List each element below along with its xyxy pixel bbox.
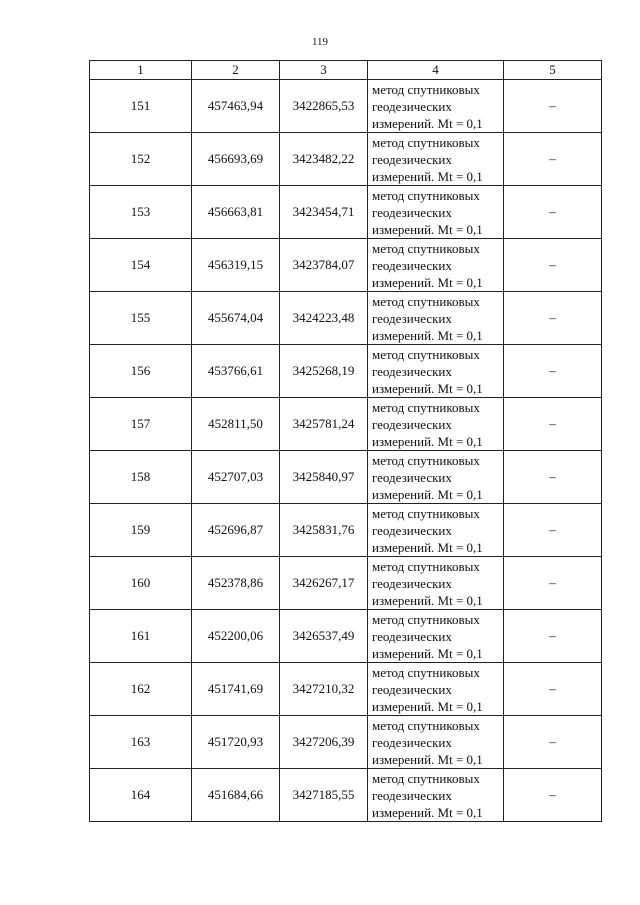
- table-row: [90, 133, 602, 186]
- method-line: геодезических: [372, 363, 452, 379]
- note-cell: –: [504, 133, 602, 186]
- x-coordinate-cell: 451741,69: [192, 663, 280, 716]
- x-coordinate-cell: 452811,50: [192, 398, 280, 451]
- x-coordinate-cell: 456319,15: [192, 239, 280, 292]
- method-line: измерений. Mt = 0,1: [372, 168, 483, 184]
- method-line: метод спутниковых: [372, 293, 480, 309]
- method-line: измерений. Mt = 0,1: [372, 486, 483, 502]
- point-number-cell: 162: [90, 663, 192, 716]
- note-cell: –: [504, 345, 602, 398]
- method-line: метод спутниковых: [372, 664, 480, 680]
- method-line: геодезических: [372, 469, 452, 485]
- method-line: измерений. Mt = 0,1: [372, 221, 483, 237]
- page-number: 119: [311, 36, 329, 48]
- method-line: метод спутниковых: [372, 770, 480, 786]
- note-cell: –: [504, 186, 602, 239]
- table-row: [90, 663, 602, 716]
- method-line: измерений. Mt = 0,1: [372, 274, 483, 290]
- x-coordinate-cell: 456663,81: [192, 186, 280, 239]
- y-coordinate-cell: 3425831,76: [280, 504, 368, 557]
- method-line: метод спутниковых: [372, 505, 480, 521]
- method-line: геодезических: [372, 734, 452, 750]
- method-line: метод спутниковых: [372, 558, 480, 574]
- y-coordinate-cell: 3427210,32: [280, 663, 368, 716]
- method-line: метод спутниковых: [372, 611, 480, 627]
- y-coordinate-cell: 3425268,19: [280, 345, 368, 398]
- point-number-cell: 158: [90, 451, 192, 504]
- method-cell: [368, 769, 504, 822]
- table-row: [90, 451, 602, 504]
- table-row: [90, 398, 602, 451]
- header-col-5: 5: [504, 61, 602, 80]
- x-coordinate-cell: 456693,69: [192, 133, 280, 186]
- table-row: [90, 345, 602, 398]
- header-col-4: 4: [368, 61, 504, 80]
- table-row: [90, 186, 602, 239]
- method-cell: [368, 292, 504, 345]
- method-line: метод спутниковых: [372, 81, 480, 97]
- point-number-cell: 155: [90, 292, 192, 345]
- method-cell: [368, 345, 504, 398]
- note-cell: –: [504, 80, 602, 133]
- note-cell: –: [504, 610, 602, 663]
- note-cell: –: [504, 239, 602, 292]
- method-line: измерений. Mt = 0,1: [372, 539, 483, 555]
- note-cell: –: [504, 716, 602, 769]
- method-line: геодезических: [372, 522, 452, 538]
- table-row: [90, 557, 602, 610]
- header-col-2: 2: [192, 61, 280, 80]
- method-line: геодезических: [372, 151, 452, 167]
- method-line: измерений. Mt = 0,1: [372, 645, 483, 661]
- point-number-cell: 159: [90, 504, 192, 557]
- x-coordinate-cell: 453766,61: [192, 345, 280, 398]
- x-coordinate-cell: 455674,04: [192, 292, 280, 345]
- point-number-cell: 151: [90, 80, 192, 133]
- method-line: геодезических: [372, 416, 452, 432]
- x-coordinate-cell: 452696,87: [192, 504, 280, 557]
- method-line: метод спутниковых: [372, 187, 480, 203]
- table-row: [90, 716, 602, 769]
- method-line: геодезических: [372, 681, 452, 697]
- x-coordinate-cell: 452378,86: [192, 557, 280, 610]
- y-coordinate-cell: 3425840,97: [280, 451, 368, 504]
- note-cell: –: [504, 292, 602, 345]
- method-line: геодезических: [372, 310, 452, 326]
- note-cell: –: [504, 769, 602, 822]
- point-number-cell: 152: [90, 133, 192, 186]
- x-coordinate-cell: 451720,93: [192, 716, 280, 769]
- method-line: геодезических: [372, 98, 452, 114]
- method-line: измерений. Mt = 0,1: [372, 115, 483, 131]
- method-cell: [368, 239, 504, 292]
- method-cell: [368, 398, 504, 451]
- table-row: [90, 610, 602, 663]
- point-number-cell: 154: [90, 239, 192, 292]
- y-coordinate-cell: 3423454,71: [280, 186, 368, 239]
- table-body: [90, 80, 602, 822]
- y-coordinate-cell: 3427206,39: [280, 716, 368, 769]
- method-line: геодезических: [372, 628, 452, 644]
- y-coordinate-cell: 3422865,53: [280, 80, 368, 133]
- method-line: измерений. Mt = 0,1: [372, 327, 483, 343]
- coordinates-table: [89, 60, 602, 822]
- y-coordinate-cell: 3426537,49: [280, 610, 368, 663]
- x-coordinate-cell: 451684,66: [192, 769, 280, 822]
- method-line: геодезических: [372, 257, 452, 273]
- table-row: [90, 239, 602, 292]
- y-coordinate-cell: 3425781,24: [280, 398, 368, 451]
- x-coordinate-cell: 452707,03: [192, 451, 280, 504]
- method-cell: [368, 451, 504, 504]
- method-cell: [368, 716, 504, 769]
- note-cell: –: [504, 504, 602, 557]
- method-line: измерений. Mt = 0,1: [372, 592, 483, 608]
- y-coordinate-cell: 3423482,22: [280, 133, 368, 186]
- table-row: [90, 769, 602, 822]
- point-number-cell: 163: [90, 716, 192, 769]
- method-cell: [368, 663, 504, 716]
- table-row: [90, 80, 602, 133]
- point-number-cell: 161: [90, 610, 192, 663]
- point-number-cell: 156: [90, 345, 192, 398]
- method-cell: [368, 610, 504, 663]
- header-col-3: 3: [280, 61, 368, 80]
- point-number-cell: 153: [90, 186, 192, 239]
- method-line: метод спутниковых: [372, 399, 480, 415]
- method-line: измерений. Mt = 0,1: [372, 804, 483, 820]
- x-coordinate-cell: 452200,06: [192, 610, 280, 663]
- method-line: геодезических: [372, 575, 452, 591]
- method-cell: [368, 80, 504, 133]
- note-cell: –: [504, 398, 602, 451]
- y-coordinate-cell: 3427185,55: [280, 769, 368, 822]
- header-row: [90, 61, 602, 80]
- y-coordinate-cell: 3424223,48: [280, 292, 368, 345]
- method-line: метод спутниковых: [372, 452, 480, 468]
- method-cell: [368, 186, 504, 239]
- x-coordinate-cell: 457463,94: [192, 80, 280, 133]
- method-line: метод спутниковых: [372, 134, 480, 150]
- note-cell: –: [504, 557, 602, 610]
- method-line: геодезических: [372, 204, 452, 220]
- method-line: измерений. Mt = 0,1: [372, 751, 483, 767]
- point-number-cell: 164: [90, 769, 192, 822]
- y-coordinate-cell: 3426267,17: [280, 557, 368, 610]
- method-line: метод спутниковых: [372, 240, 480, 256]
- method-cell: [368, 504, 504, 557]
- y-coordinate-cell: 3423784,07: [280, 239, 368, 292]
- point-number-cell: 160: [90, 557, 192, 610]
- method-line: измерений. Mt = 0,1: [372, 433, 483, 449]
- method-line: измерений. Mt = 0,1: [372, 380, 483, 396]
- method-line: метод спутниковых: [372, 717, 480, 733]
- method-cell: [368, 557, 504, 610]
- table-header: [90, 61, 602, 80]
- method-line: метод спутниковых: [372, 346, 480, 362]
- point-number-cell: 157: [90, 398, 192, 451]
- method-line: измерений. Mt = 0,1: [372, 698, 483, 714]
- table-row: [90, 292, 602, 345]
- note-cell: –: [504, 451, 602, 504]
- method-cell: [368, 133, 504, 186]
- table-row: [90, 504, 602, 557]
- method-line: геодезических: [372, 787, 452, 803]
- header-col-1: 1: [90, 61, 192, 80]
- note-cell: –: [504, 663, 602, 716]
